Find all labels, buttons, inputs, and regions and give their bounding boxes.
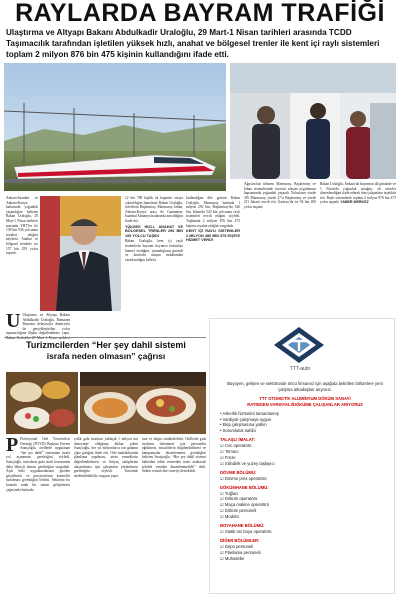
section-title-foundry: DÖKÜMHANE BÖLÜMÜ: [220, 484, 269, 490]
lead-article-column [6, 313, 70, 339]
tourism-column-1 [6, 437, 70, 592]
tourism-column-3 [142, 437, 206, 592]
article-column-2-text: 12 bin 780 kişilik ek kapasite ortaya çıkarıldığını hatırlatan Bakan Uraloğlu, seferlerin Başkentray, Marmaray, İzban, Ankara-Konya arası ile Gaziantep-İstanbul Almanya hatlarında artırıldığını ifade etti. [125, 196, 183, 223]
ad-headline: RATINGEN VARDIYALI/DÖKÜME ÇALIŞANLAR ARIYORUZ [247, 401, 363, 407]
tourism-headline-line-1: Turizmcilerden “Her şey dahil sistemi [26, 340, 186, 350]
train-photo [4, 63, 226, 191]
tourism-headline [6, 340, 206, 370]
job-item: ☑ Tornacı [220, 449, 390, 455]
requirement-item: • Ekip çalışmasına yatkın [220, 422, 390, 428]
article-column-5-text: Bakan Uraloğlu, Ankara'da bayramın ilk gününde ve 1 Nisan'da yoğunluk arttığını, ek seferler düzenlendiğini ifade ederek tüm çalışanlara teşekkür etti. Raylı sistemlerde toplam 2 milyon 876 bin 475 yolcu taşındı. [320, 182, 396, 205]
job-item: ☑ Muhasebe [220, 556, 390, 562]
tourism-headline-line-2: israfa neden olmasın” çağrısı [46, 351, 166, 361]
tourism-column-2-text: yıllık gıda israfının yaklaşık 1 milyon ton düzeyinde olduğuna dikkat çeken Saatçioğlu, her yıl milyonlarca ton gıdanın çöpe gittiğini ifade etti. Otel mutfaklarında planlama yapılması, artan yemeklerin değerlendirilmesi ve ihtiyaç sahiplerine ulaştırılması için çalışmalar yürütülmesi gerektiğini söyledi. Turizmde sürdürülebilirlik vurgusu yaptı. [74, 437, 138, 478]
tourism-column-2 [74, 437, 138, 592]
job-item: ☑ Freze [220, 455, 390, 461]
article-column-2-subhead: YÜKSEK HIZLI, ANAHAT VE BÖLGESEL TRENLER 296 BİN 195 YOLCU TAŞIDI [125, 224, 183, 238]
train-interior-photo [230, 63, 396, 179]
job-item: ☑ Planlama personeli [220, 550, 390, 556]
article-column-3-subhead: KENT İÇİ RAYLI SİSTEMLER 2 MİLYON 480 BİN 375 KİŞİYE HİZMET VERDİ [186, 229, 240, 243]
job-item: ☑ Maça makine operatörü [220, 502, 390, 508]
article-column-2 [125, 196, 183, 316]
requirement-item: • Askerlik hizmetini tamamlamış [220, 411, 390, 417]
section-title-machining: TALAŞLI İMALAT: [220, 437, 255, 443]
job-item: ☑ Modelci [220, 514, 390, 520]
job-item: ☑ Cnc operatörü [220, 443, 390, 449]
job-item: ☑ Statik toz boya operatörü [220, 529, 390, 535]
job-advertisement [209, 318, 395, 594]
page-subhead: Ulaştırma ve Altyapı Bakanı Abdulkadir Uraloğlu, 29 Mart-1 Nisan tarihleri arasında TCDD Taşımacılık tarafından işletilen yüksek hızlı, anahat ve bölgesel trenler ile kent içi raylı sistemleri toplam 2 milyon 876 bin 475 kişinin kullandığını ifade etti. [6, 28, 380, 59]
requirement-item: • Sorumluluk sahibi [220, 428, 390, 434]
article-column-2-text-b: Bakan Uraloğlu, kent içi raylı sistemlerin bayram boyunca kesintisiz hizmet verdiğini, vatandaşların güvenli ve konforlu ulaşım imkânından yararlandığını belirtti. [125, 239, 183, 262]
article-byline: YABER MERKEZ [340, 200, 369, 205]
article-column-5 [320, 182, 396, 314]
article-column-3-text: kullandığını dile getiren Bakan Uraloğlu, Marmaray hattında 1 milyon 250 bin, Başkentray'da 340 bin, İzban'da 520 bin yolcunun raylı sistemleri tercih ettiğini söyledi. Toplamda 2 milyon 876 bin 475 kişinin seyahat ettiğini vurguladı. [186, 196, 240, 228]
page-headline: RAYLARDA BAYRAM TRAFİĞİ [15, 0, 385, 26]
ad-body [220, 381, 390, 561]
job-item: ☑ Döküm personeli [220, 508, 390, 514]
article-column-4 [244, 182, 316, 314]
job-item: ☑ Döküm operatörü [220, 496, 390, 502]
requirement-item: • Vardiyalı çalışmaya uygun [220, 417, 390, 423]
section-title-forging: DÖVME BÖLÜMÜ: [220, 469, 257, 475]
tourism-dropcap: P [6, 437, 19, 456]
ttt-auto-logo [268, 323, 330, 367]
article-column-4-text: Ağustos'tan itibaren Marmaray, Başkentray ve İzban sistemlerinde ücretsiz ulaşım uygulaması kapsamında yoğunluk yaşandı. Yolcuların yüzde 38'i Marmaray, yüzde 27'si Başkentray ve yüzde 21'i İzban'ı tercih etti. Gaziray'da ise 94 bin 200 yolcu taşındı. [244, 182, 316, 209]
tourism-column-1-text: Profesyonel Otel Yöneticileri Derneği (POYD) Başkanı Kerem Saatçioğlu, otellerde uygulanan “her şey dahil” sisteminin israfa yol açmaması gerektiğini söyledi. Saatçioğlu, turistlerin gıda israfı konusunda daha bilinçli olması gerektiğini vurguladı. Açık büfe uygulamalarının gözden geçirilmesi ve porsiyonların kontrollü sunulması gerektiğini belirtti. Sektörün bu konuda ortak bir tutum geliştirmesi çağrısında bulundu. [6, 437, 70, 492]
job-item: ☑ Silindirik ve yuzey taşlayıcı [220, 461, 390, 467]
buffet-photo [6, 372, 78, 434]
lead-article-text: Ulaştırma ve Altyapı Bakanı Abdulkadir Uraloğlu, Ramazan Bayramı dolayısıyla demiryolu ile gerçekleştirilen yolcu taşımacılığına ilişkin değerlendirme yaptı. [6, 313, 70, 336]
ad-company: TTT OTOMOTİV ALÜMİNYUM DÖKÜM SANAYİ [259, 395, 351, 401]
job-item: ☑ Depo personeli [220, 544, 390, 550]
minister-photo [40, 196, 121, 311]
job-item: ☑ Tuğlacı [220, 491, 390, 497]
ad-intro: Büyüyen, gelişen ve sektöründe öncü firmamız için aşağıda belirtilen bölümlere yeni çalışma arkadaşları arıyoruz. [227, 381, 383, 392]
section-title-painting: BOYAHANE BÖLÜMÜ: [220, 523, 265, 529]
ad-requirements [220, 411, 390, 435]
lead-column-text-a: Ankara-İstanbul ve Ankara-Konya hatlarında yoğunluk yaşandığını belirten Bakan Uraloğlu, 29 Mart-1 Nisan tarihleri arasında YHT'ler ile 138 bin 936 yolcunun seyahat ettiğini kaydetti. Anahat ve bölgesel trenlerle ise 157 bin 259 yolcu taşındı. [6, 196, 38, 256]
section-title-other: DİĞER BÖLÜMLER: [220, 537, 260, 543]
food-photo [80, 372, 206, 434]
tourism-column-3-text: nun ve doğru sürdürülebilir. Otellerde gıda israfının önlenmesi için personelin eğitilmesi, misafirlerin bilgilendirilmesi ve kampanyalar düzenlenmesi gerektiğini belirten Saatçioğlu, “Her şey dahil sistemi kaliteden ödün vermeden israfı azaltacak şekilde yeniden düzenlenmelidir” dedi. Sektör temsilcileri öneriyi destekledi. [142, 437, 206, 474]
logo-text: TTT-auto [289, 366, 311, 372]
section-divider [4, 337, 206, 338]
job-item: ☑ Dövme pres operatörü [220, 476, 390, 482]
article-column-3 [186, 196, 240, 316]
lead-dropcap: U [6, 313, 21, 332]
lead-column [6, 196, 38, 311]
